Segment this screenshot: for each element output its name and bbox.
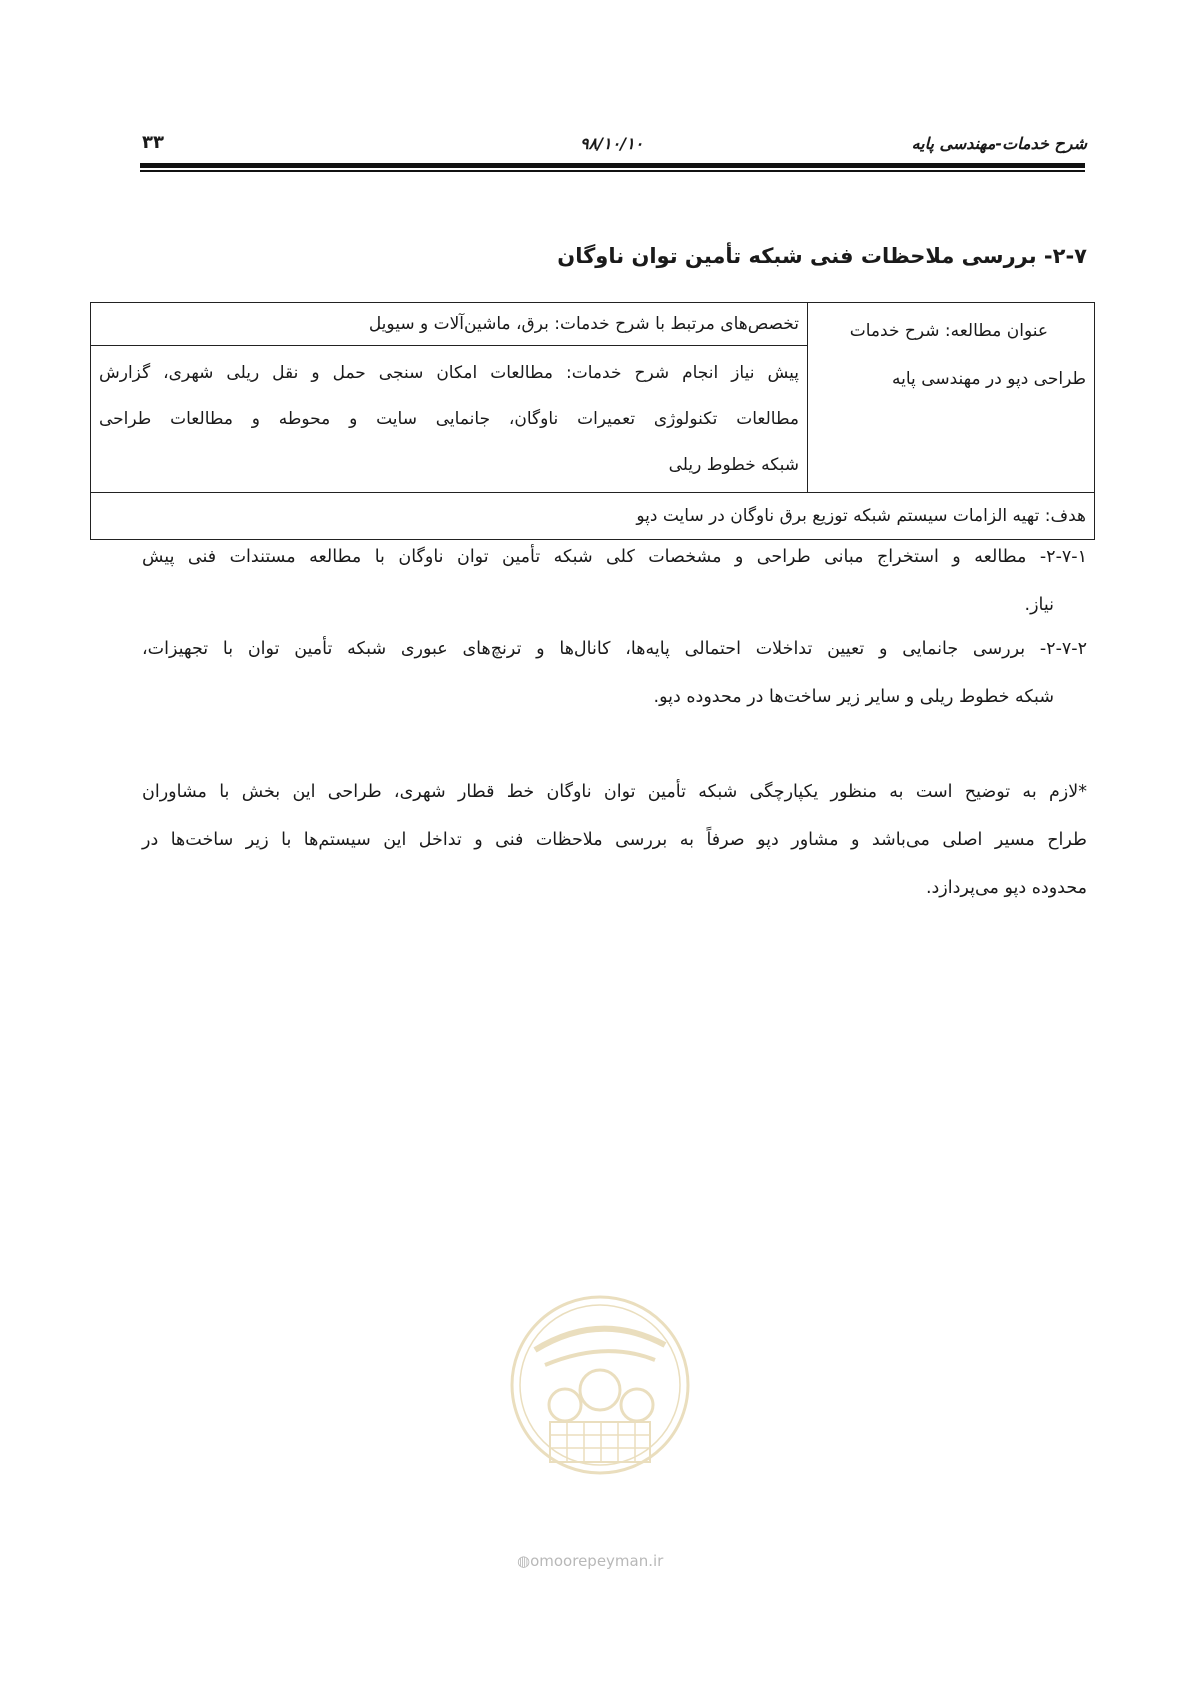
header-doc-title: شرح خدمات-مهندسی پایه — [911, 134, 1087, 153]
watermark-url-text: omoorepeyman.ir — [530, 1552, 664, 1570]
note-line: *لازم به توضیح است به منظور یکپارچگی شبکه تأمین توان ناوگان خط قطار شهری، طراحی این بخش با مشاوران — [142, 782, 1087, 802]
item-line: ۲-۷-۲- بررسی جانمایی و تعیین تداخلات احتمالی پایه‌ها، کانال‌ها و ترنچ‌های عبوری شبکه تأمین توان با تجهیزات، — [142, 639, 1087, 659]
header-rule-thick — [140, 163, 1085, 168]
note-paragraph — [142, 768, 1087, 912]
header-rule-thin — [140, 170, 1085, 172]
header-date: ۹۸/۱۰/۱۰ — [580, 134, 644, 153]
section-heading: ۲-۷- بررسی ملاحظات فنی شبکه تأمین توان ناوگان — [557, 244, 1087, 268]
prereq-line1: پیش نیاز انجام شرح خدمات: مطالعات امکان سنجی حمل و نقل ریلی شهری، گزارش — [99, 363, 799, 383]
watermark-logo-icon — [505, 1290, 695, 1480]
note-line: محدوده دپو می‌پردازد. — [925, 878, 1087, 898]
globe-icon: ◍ — [517, 1552, 531, 1570]
item-line: نیاز. — [1024, 595, 1054, 615]
prereq-line3: شبکه خطوط ریلی — [668, 455, 799, 475]
watermark-url — [517, 1552, 663, 1570]
item-2-7-2 — [142, 625, 1087, 721]
prerequisites-cell — [91, 346, 808, 493]
item-2-7-1 — [142, 533, 1087, 629]
study-title-line2: طراحی دپو در مهندسی پایه — [892, 369, 1086, 389]
prereq-line2: مطالعات تکنولوژی تعمیرات ناوگان، جانمایی سایت و محوطه و مطالعات طراحی — [99, 409, 799, 429]
item-line: ۲-۷-۱- مطالعه و استخراج مبانی طراحی و مشخصات کلی شبکه تأمین توان ناوگان با مطالعه مستندات فنی پیش — [142, 547, 1087, 567]
goal-text: هدف: تهیه الزامات سیستم شبکه توزیع برق ناوگان در سایت دپو — [636, 506, 1086, 526]
specialties-cell — [91, 303, 808, 346]
study-title-cell — [808, 303, 1095, 493]
note-line: طراح مسیر اصلی می‌باشد و مشاور دپو صرفاً به بررسی ملاحظات فنی و تداخل این سیستم‌ها با زیر ساخت‌ها در — [142, 830, 1087, 850]
study-title-line1: عنوان مطالعه: شرح خدمات — [849, 321, 1048, 341]
header-page-number: ۳۳ — [142, 132, 164, 153]
study-info-table — [90, 302, 1095, 540]
item-line: شبکه خطوط ریلی و سایر زیر ساخت‌ها در محدوده دپو. — [653, 687, 1054, 707]
specialties-text: تخصص‌های مرتبط با شرح خدمات: برق، ماشین‌آلات و سیویل — [368, 314, 799, 334]
